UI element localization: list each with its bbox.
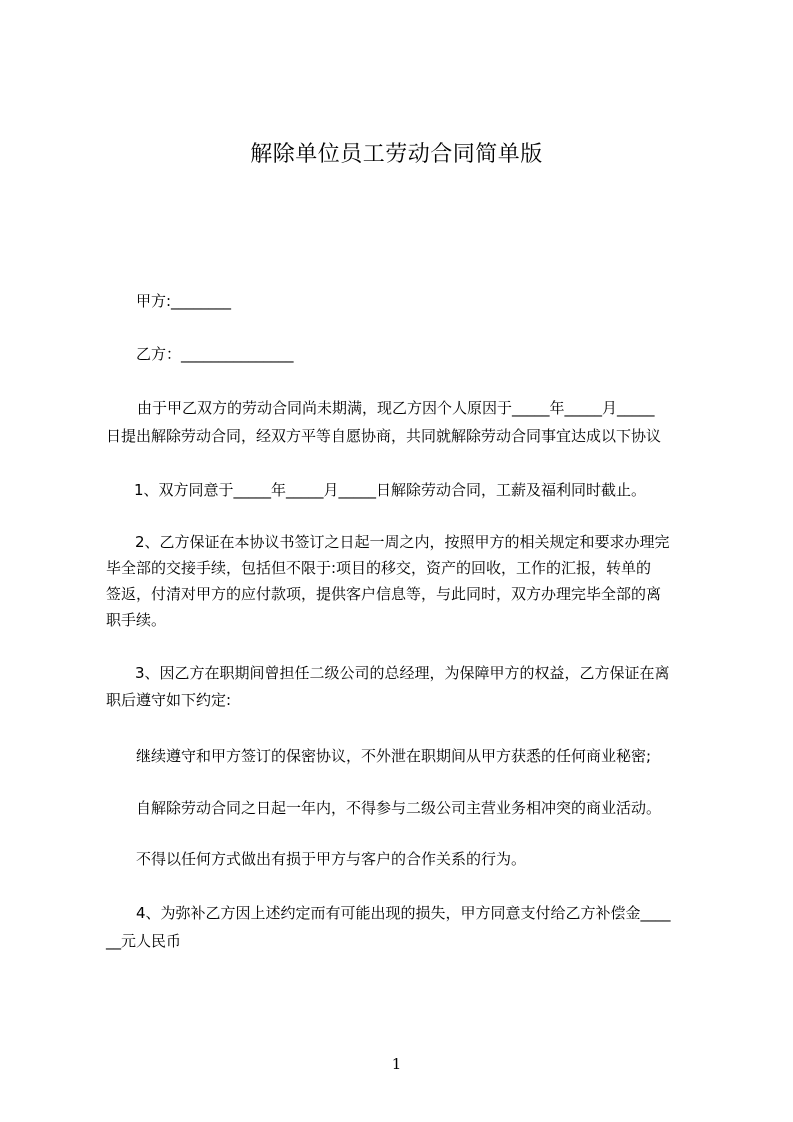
intro-line-1: 由于甲乙双方的劳动合同尚未期满，现乙方因个人原因于_____年_____月_____ (137, 399, 655, 417)
clause-4-line-1: 4、为弥补乙方因上述约定而有可能出现的损失，甲方同意支付给乙方补偿金____ (136, 904, 671, 922)
page-number: 1 (391, 1055, 402, 1073)
clause-3-item-1: 继续遵守和甲方签订的保密协议，不外泄在职期间从甲方获悉的任何商业秘密; (136, 747, 652, 765)
clause-2-line-3: 签返，付清对甲方的应付款项，提供客户信息等，与此同时，双方办理完毕全部的离 (106, 585, 662, 603)
party-a-line: 甲方:________ (136, 292, 232, 310)
clause-3-item-3: 不得以任何方式做出有损于甲方与客户的合作关系的行为。 (136, 850, 527, 868)
clause-2-line-1: 2、乙方保证在本协议书签订之日起一周之内，按照甲方的相关规定和要求办理完 (135, 533, 670, 551)
clause-3-line-2: 职后遵守如下约定: (106, 691, 232, 709)
clause-1-line-1: 1、双方同意于_____年_____月_____日解除劳动合同，工薪及福利同时截止。 (134, 481, 647, 499)
clause-2-line-4: 职手续。 (106, 611, 167, 629)
clause-4-line-2: __元人民币 (106, 932, 182, 950)
clause-3-line-1: 3、因乙方在职期间曾担任二级公司的总经理，为保障甲方的权益，乙方保证在离 (135, 664, 670, 682)
intro-line-2: 日提出解除劳动合同，经双方平等自愿协商，共同就解除劳动合同事宜达成以下协议 (106, 427, 662, 445)
clause-2-line-2: 毕全部的交接手续，包括但不限于:项目的移交，资产的回收，工作的汇报，转单的 (106, 559, 652, 577)
clause-3-item-2: 自解除劳动合同之日起一年内，不得参与二级公司主营业务相冲突的商业活动。 (136, 799, 662, 817)
document-title: 解除单位员工劳动合同简单版 (250, 142, 543, 167)
party-b-line: 乙方：_______________ (136, 345, 294, 363)
